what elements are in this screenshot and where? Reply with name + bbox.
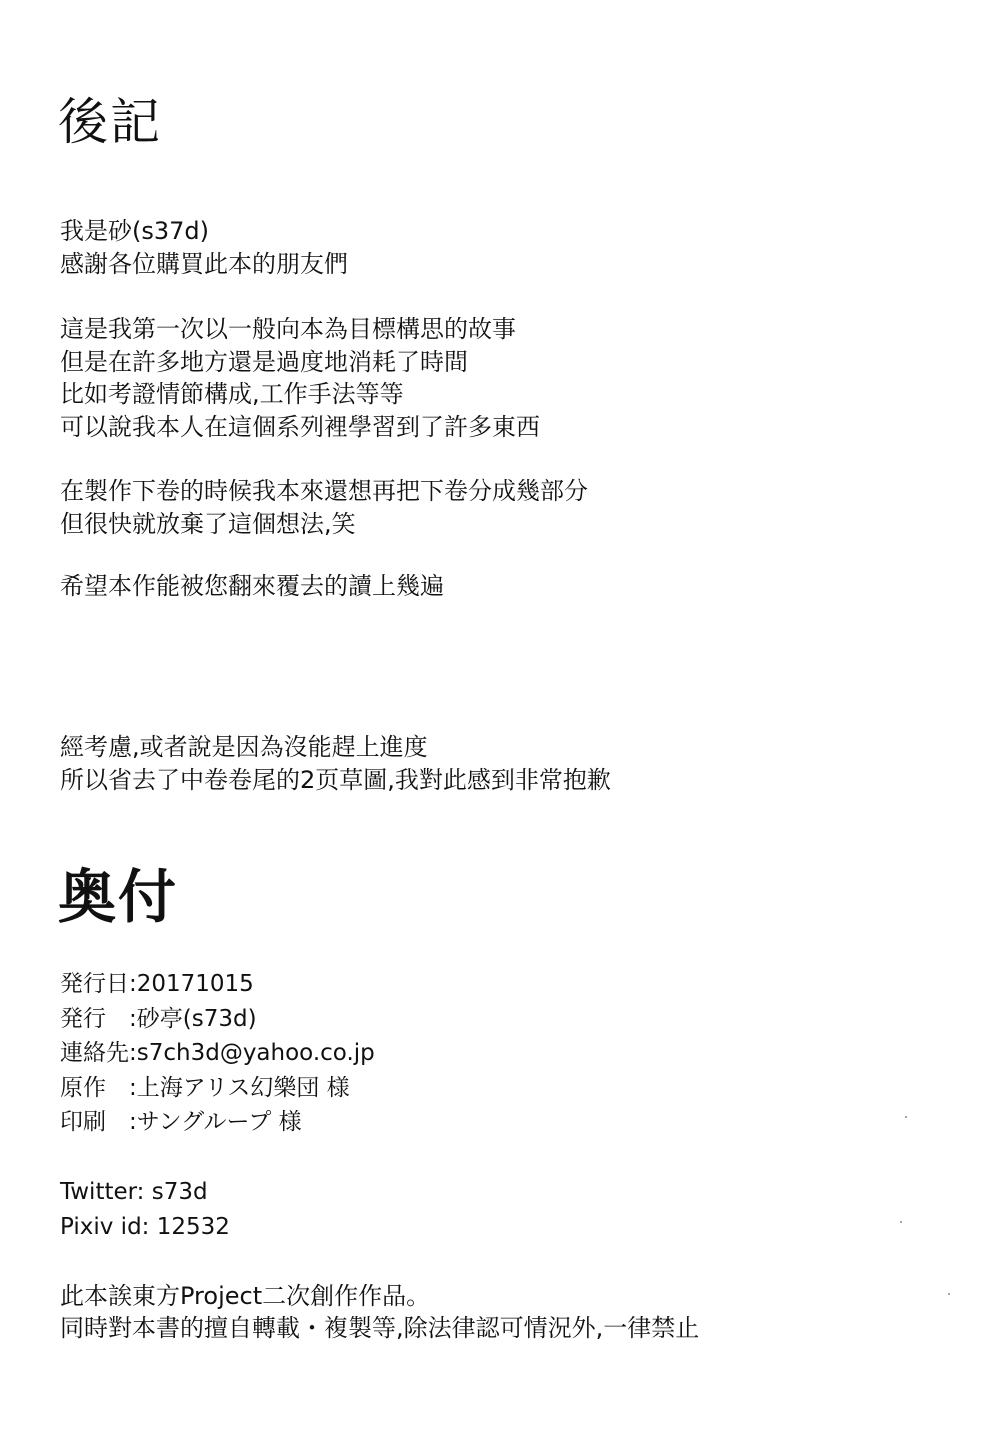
info-row-original — [60, 1071, 375, 1106]
info-value: :砂亭(s73d) — [129, 1005, 257, 1032]
info-row-printer — [60, 1105, 375, 1140]
afterword-paragraph-2 — [60, 313, 540, 443]
info-value: :サングループ 様 — [129, 1109, 302, 1135]
text-line: 但是在許多地方還是過度地消耗了時間 — [60, 347, 468, 376]
afterword-paragraph-3 — [60, 475, 588, 540]
notice-line: 同時對本書的擅自轉載・複製等,除法律認可情況外,一律禁止 — [60, 1314, 700, 1342]
info-label: 原作 — [60, 1074, 129, 1101]
info-row-publisher — [60, 1002, 375, 1037]
info-value: :s7ch3d@yahoo.co.jp — [129, 1040, 375, 1066]
text-line: 我是砂(s37d) — [60, 217, 210, 245]
text-line: 希望本作能被您翻來覆去的讀上幾遍 — [60, 572, 444, 600]
text-line: 在製作下卷的時候我本來還想再把下卷分成幾部分 — [60, 477, 588, 505]
sns-list — [60, 1175, 230, 1244]
info-label: 発行 — [60, 1005, 129, 1032]
twitter-handle: Twitter: s73d — [60, 1179, 208, 1205]
info-row-contact — [60, 1036, 375, 1071]
text-line: 這是我第一次以一般向本為目標構思的故事 — [60, 315, 516, 343]
pixiv-id: Pixiv id: 12532 — [60, 1213, 230, 1240]
text-line: 經考慮,或者說是因為沒能趕上進度 — [60, 733, 428, 761]
afterword-paragraph-4 — [60, 570, 444, 603]
colophon-info-list — [60, 967, 375, 1140]
afterword-paragraph-5 — [60, 731, 611, 796]
info-value: :上海アリス幻樂団 様 — [129, 1074, 350, 1101]
text-line: 所以省去了中卷卷尾的2页草圖,我對此感到非常抱歉 — [60, 765, 611, 794]
text-line: 感謝各位購買此本的朋友們 — [60, 249, 348, 278]
scan-speck — [948, 1293, 950, 1295]
scan-speck — [900, 1221, 902, 1223]
text-line: 可以說我本人在這個系列裡學習到了許多東西 — [60, 412, 540, 441]
info-label: 印刷 — [60, 1109, 129, 1135]
notice-line: 此本誒東方Project二次創作作品。 — [60, 1282, 431, 1310]
afterword-paragraph-1 — [60, 215, 348, 280]
text-line: 比如考證情節構成,工作手法等等 — [60, 380, 404, 408]
info-value: :20171015 — [129, 971, 254, 997]
afterword-heading: 後記 — [58, 93, 162, 151]
info-row-release-date — [60, 967, 375, 1002]
copyright-notice — [60, 1280, 699, 1344]
colophon-heading: 奥付 — [58, 863, 179, 931]
info-label: 発行日 — [60, 971, 129, 997]
scan-speck — [905, 1116, 907, 1118]
text-line: 但很快就放棄了這個想法,笑 — [60, 509, 356, 538]
info-label: 連絡先 — [60, 1040, 129, 1066]
